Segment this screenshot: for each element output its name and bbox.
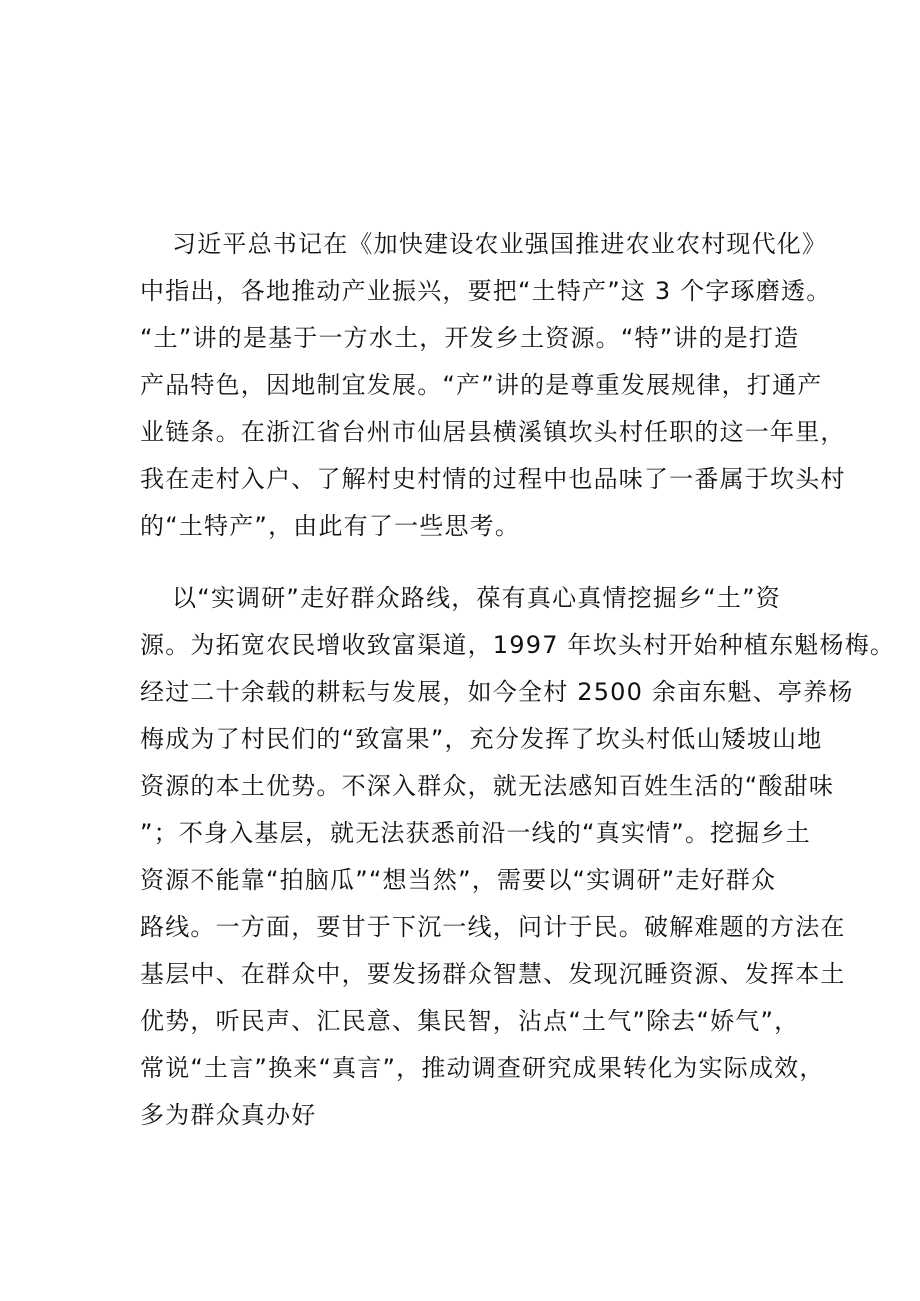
text-line: 经过二十余载的耕耘与发展，如今全村 2500 余亩东魁、亭养杨 <box>140 678 854 706</box>
text-line: 资源不能靠“拍脑瓜”“想当然”，需要以“实调研”走好群众 <box>140 866 777 894</box>
text-line: 业链条。在浙江省台州市仙居县横溪镇坎头村任职的这一年里， <box>140 418 846 446</box>
text-line: 中指出，各地推动产业振兴，要把“土特产”这 3 个字琢磨透。 <box>140 277 832 305</box>
text-line: 的“土特产”，由此有了一些思考。 <box>140 512 521 540</box>
text-line: 习近平总书记在《加快建设农业强国推进农业农村现代化》 <box>172 230 828 258</box>
paragraph-1 <box>140 221 846 550</box>
text-line: 源。为拓宽农民增收致富渠道，1997 年坎头村开始种植东魁杨梅。 <box>140 631 896 659</box>
paragraph-2 <box>140 575 896 1139</box>
text-line: 多为群众真办好 <box>140 1101 317 1129</box>
text-line: 以“实调研”走好群众路线，葆有真心真情挖掘乡“土”资 <box>172 584 781 612</box>
text-line: 常说“土言”换来“真言”，推动调查研究成果转化为实际成效， <box>140 1054 825 1082</box>
text-line: “土”讲的是基于一方水土，开发乡土资源。“特”讲的是打造 <box>140 324 800 352</box>
text-line: 路线。一方面，要甘于下沉一线，问计于民。破解难题的方法在 <box>140 913 846 941</box>
text-line: 基层中、在群众中，要发扬群众智慧、发现沉睡资源、发挥本土 <box>140 960 846 988</box>
text-line: 资源的本土优势。不深入群众，就无法感知百姓生活的“酸甜味 <box>140 772 835 800</box>
text-line: 梅成为了村民们的“致富果”，充分发挥了坎头村低山矮坡山地 <box>140 725 823 753</box>
text-line: 优势，听民声、汇民意、集民智，沾点“土气”除去“娇气”， <box>140 1007 800 1035</box>
text-line: ”；不身入基层，就无法获悉前沿一线的“真实情”。挖掘乡土 <box>140 819 811 847</box>
text-line: 产品特色，因地制宜发展。“产”讲的是尊重发展规律，打通产 <box>140 371 823 399</box>
text-line: 我在走村入户、了解村史村情的过程中也品味了一番属于坎头村 <box>140 465 846 493</box>
